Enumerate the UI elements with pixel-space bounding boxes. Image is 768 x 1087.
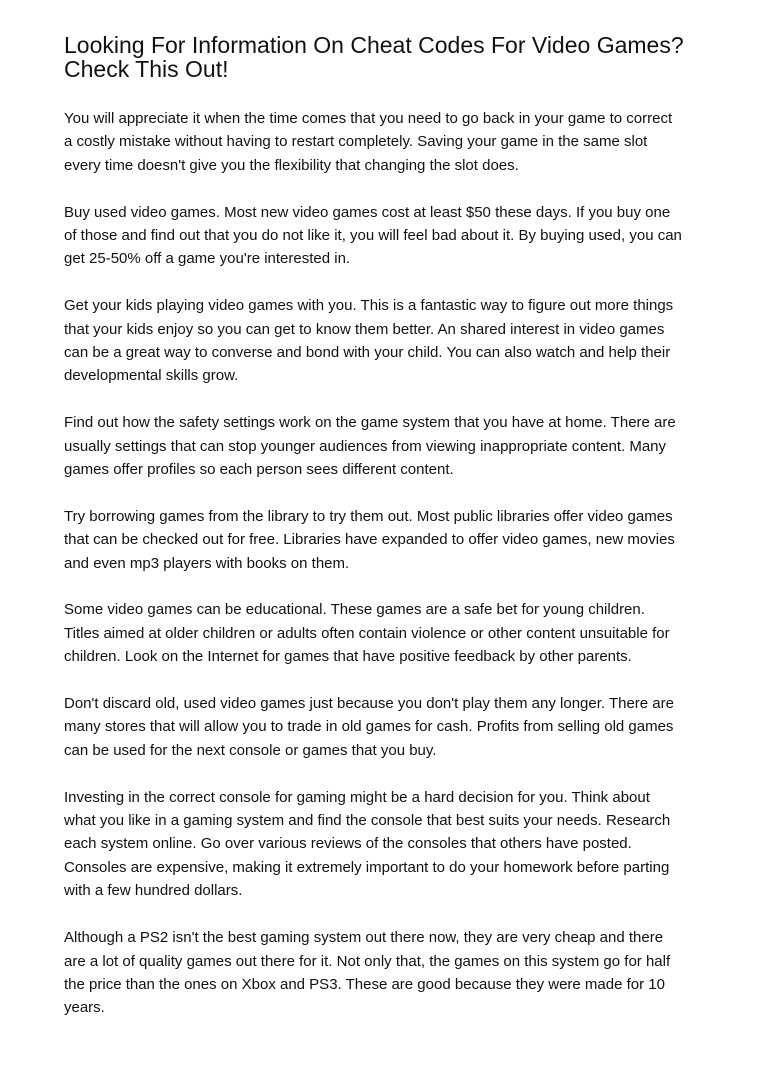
paragraph-line: Don't discard old, used video games just because you don't play them any longer. There are	[64, 695, 674, 713]
paragraph-line: Buy used video games. Most new video games cost at least $50 these days. If you buy one	[64, 203, 671, 221]
paragraph-line: Try borrowing games from the library to try them out. Most public libraries offer video games	[64, 507, 673, 525]
paragraph-line: Although a PS2 isn't the best gaming system out there now, they are very cheap and there	[64, 929, 664, 947]
paragraph	[64, 598, 724, 668]
paragraph-line: years.	[64, 999, 105, 1017]
paragraph	[64, 692, 724, 762]
paragraph-line: what you like in a gaming system and find the console that best suits your needs. Research	[64, 812, 671, 830]
paragraph	[64, 294, 724, 388]
paragraph-line: that can be checked out for free. Libraries have expanded to offer video games, new movies	[64, 531, 675, 549]
paragraph-line: usually settings that can stop younger audiences from viewing inappropriate content. Many	[64, 437, 667, 455]
paragraph-line: children. Look on the Internet for games that have positive feedback by other parents.	[64, 648, 632, 666]
paragraph-line: can be used for the next console or games that you buy.	[64, 741, 437, 759]
paragraph-line: can be a great way to converse and bond with your child. You can also watch and help their	[64, 344, 671, 362]
paragraph	[64, 786, 724, 903]
paragraph-line: Titles aimed at older children or adults often contain violence or other content unsuitable for	[64, 624, 670, 642]
paragraph-line: Find out how the safety settings work on the game system that you have at home. There are	[64, 414, 676, 432]
paragraph-line: every time doesn't give you the flexibility that changing the slot does.	[64, 156, 519, 174]
paragraph	[64, 411, 724, 481]
title-line: Check This Out!	[64, 56, 229, 82]
paragraph	[64, 201, 724, 271]
paragraph-line: Some video games can be educational. These games are a safe bet for young children.	[64, 601, 645, 619]
document-page	[64, 33, 724, 1043]
paragraph-line: with a few hundred dollars.	[64, 882, 243, 900]
document-title	[64, 33, 724, 81]
document-body	[64, 107, 724, 1020]
paragraph-line: developmental skills grow.	[64, 367, 239, 385]
paragraph-line: Investing in the correct console for gaming might be a hard decision for you. Think about	[64, 788, 650, 806]
paragraph-line: of those and find out that you do not like it, you will feel bad about it. By buying used, you can	[64, 227, 682, 245]
paragraph	[64, 505, 724, 575]
paragraph-line: games offer profiles so each person sees different content.	[64, 461, 454, 479]
paragraph-line: Consoles are expensive, making it extremely important to do your homework before parting	[64, 858, 670, 876]
paragraph-line: are a lot of quality games out there for it. Not only that, the games on this system go for half	[64, 952, 671, 970]
title-line: Looking For Information On Cheat Codes For Video Games?	[64, 32, 684, 58]
paragraph-line: get 25-50% off a game you're interested in.	[64, 250, 351, 268]
paragraph-line: the price than the ones on Xbox and PS3. These are good because they were made for 10	[64, 975, 665, 993]
paragraph-line: You will appreciate it when the time comes that you need to go back in your game to correct	[64, 110, 673, 127]
paragraph-line: and even mp3 players with books on them.	[64, 554, 350, 572]
paragraph	[64, 107, 724, 177]
paragraph-line: a costly mistake without having to restart completely. Saving your game in the same slot	[64, 133, 648, 151]
paragraph-line: that your kids enjoy so you can get to know them better. An shared interest in video games	[64, 320, 665, 338]
paragraph-line: each system online. Go over various reviews of the consoles that others have posted.	[64, 835, 632, 853]
paragraph-line: many stores that will allow you to trade in old games for cash. Profits from selling old games	[64, 718, 674, 736]
paragraph-line: Get your kids playing video games with you. This is a fantastic way to figure out more things	[64, 297, 674, 315]
paragraph	[64, 926, 724, 1020]
